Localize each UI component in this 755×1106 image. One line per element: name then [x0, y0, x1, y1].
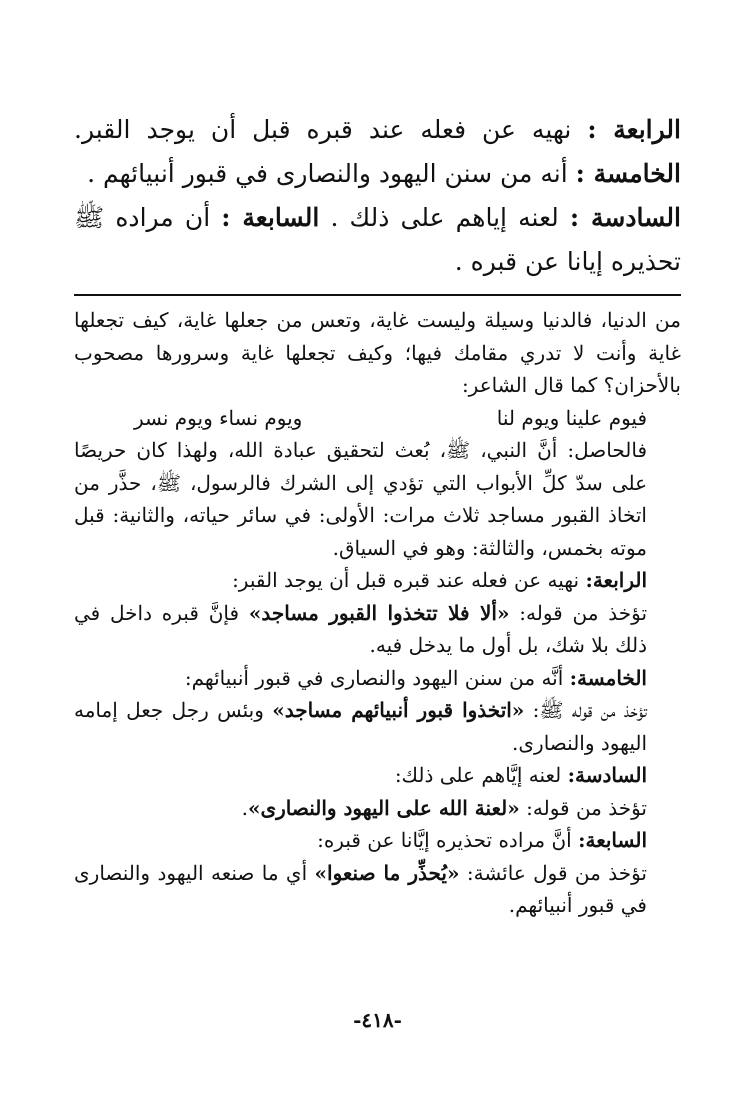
- footnote-point-7: [74, 824, 681, 857]
- footnote-point-6: [74, 759, 681, 792]
- footnote-point-7-label: السابعة:: [578, 828, 647, 852]
- hadith-quote: «اتخذوا قبور أنبيائهم مساجد»: [272, 698, 525, 722]
- point-7-text: أن مراده ﷺ تحذيره إيانا عن قبره .: [74, 203, 681, 276]
- footnote-point-7-text: أنَّ مراده تحذيره إيَّانا عن قبره:: [317, 828, 579, 852]
- evidence-comment: أي ما صنعه اليهود والنصارى في قبور أنبيائهم.: [74, 860, 647, 917]
- evidence-comment: وبئس رجل جعل إمامه اليهود والنصارى.: [74, 698, 647, 755]
- point-7-label: السابعة :: [221, 203, 320, 232]
- page-number: -٤١٨-: [353, 1008, 402, 1032]
- verse-second-half: ويوم نساء ويوم نسر: [134, 405, 303, 430]
- point-4-label: الرابعة :: [587, 115, 681, 144]
- hadith-quote: «يُحذِّر ما صنعوا»: [314, 860, 460, 885]
- point-6-label: السادسة :: [569, 203, 681, 232]
- evidence-intro: تؤخذ من قوله ﷺ:: [524, 698, 647, 722]
- footnote-point-5-label: الخامسة:: [569, 665, 647, 690]
- footnote-point-4-evidence: [74, 597, 681, 662]
- footnotes: [74, 304, 681, 922]
- footnote-point-5-text: أنَّه من سنن اليهود والنصارى في قبور أنبيائهم:: [184, 665, 570, 690]
- main-paragraph-1: [74, 108, 681, 196]
- footnote-point-5-evidence: [74, 694, 681, 759]
- poem-verse: [74, 402, 681, 435]
- footnote-divider: [74, 294, 681, 296]
- footnote-point-4: [74, 564, 681, 597]
- evidence-comment: .: [241, 795, 248, 820]
- evidence-intro: تؤخذ من قول عائشة:: [459, 860, 647, 885]
- hadith-quote: «لعنة الله على اليهود والنصارى»: [247, 795, 520, 820]
- footnote-point-6-label: السادسة:: [567, 763, 647, 787]
- evidence-intro: تؤخذ من قوله:: [519, 795, 647, 820]
- point-4-text: نهيه عن فعله عند قبره قبل أن يوجد القبر.: [74, 115, 588, 144]
- evidence-comment: فإنَّ قبره داخل في ذلك بلا شك، بل أول ما يدخل فيه.: [74, 600, 647, 657]
- evidence-intro: تؤخذ من قوله:: [509, 600, 648, 625]
- hadith-quote: «ألا فلا تتخذوا القبور مساجد»: [248, 600, 510, 625]
- footnote-point-5: [74, 662, 681, 695]
- point-5-label: الخامسة :: [575, 159, 681, 188]
- footnote-point-6-text: لعنه إيَّاهم على ذلك:: [394, 763, 568, 787]
- verse-first-half: فيوم علينا ويوم لنا: [496, 405, 647, 430]
- book-page: [74, 108, 681, 922]
- footnote-point-7-evidence: [74, 857, 681, 922]
- footnote-paragraph-1: من الدنيا، فالدنيا وسيلة وليست غاية، وتعس من جعلها غاية، كيف تجعلها غاية وأنت لا تدري مقامك فيها؛ وكيف تجعلها غاية وسرورها مصحوب بالأحزان؟ كما قال الشاعر:: [74, 308, 681, 397]
- main-text: [74, 108, 681, 284]
- main-paragraph-2: [74, 196, 681, 284]
- footnote-point-6-evidence: [74, 792, 681, 825]
- footnote-paragraph-2: فالحاصل: أنَّ النبي، ﷺ، بُعث لتحقيق عبادة الله، ولهذا كان حريصًا على سدّ كلِّ الأبواب التي تؤدي إلى الشرك فالرسول، ﷺ، حذَّر من اتخاذ القبور مساجد ثلاث مرات: الأولى: في سائر حياته، والثانية: قبل موته بخمس، والثالثة: وهو في السياق.: [74, 438, 647, 560]
- footnote-point-4-text: نهيه عن فعله عند قبره قبل أن يوجد القبر:: [232, 568, 586, 592]
- point-6-text: لعنه إياهم على ذلك .: [319, 203, 570, 232]
- footnote-point-4-label: الرابعة:: [585, 568, 647, 592]
- point-5-text: أنه من سنن اليهود والنصارى في قبور أنبيائهم .: [87, 159, 576, 188]
